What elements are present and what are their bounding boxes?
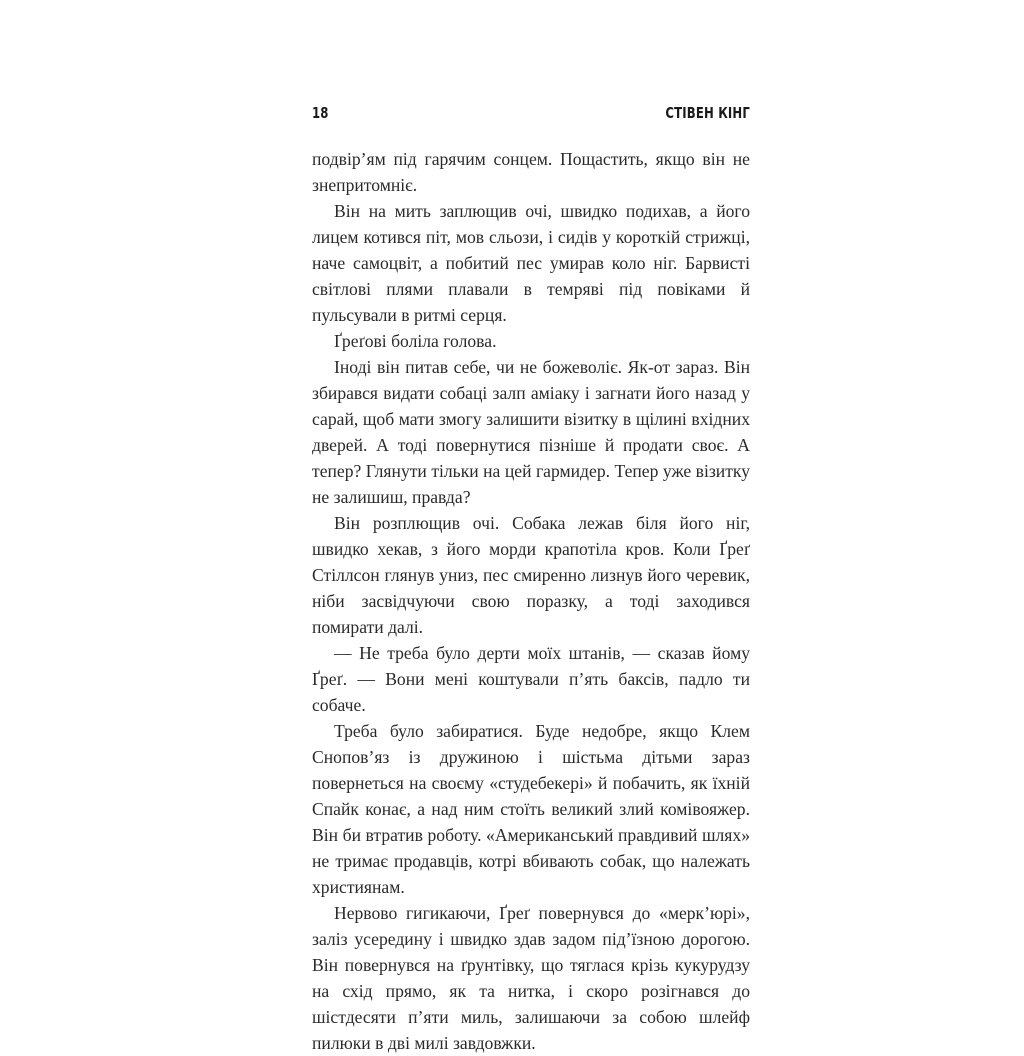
running-head <box>312 104 750 132</box>
paragraph: Треба було забиратися. Буде недобре, якщо Клем Снопов’яз із дружиною і шістьма дітьми зараз повернеться на своєму «студебекері» й побачить, як їхній Спайк конає, а над ним стоїть великий злий комівояжер. Він би втратив роботу. «Американський правдивий шлях» не тримає продавців, котрі вбивають собак, що належать християнам. <box>312 721 750 897</box>
body-text <box>312 146 750 1056</box>
paragraph: Ґреґові боліла голова. <box>334 331 497 351</box>
paragraph: подвір’ям під гарячим сонцем. Пощастить, якщо він не знепритомніє. <box>312 149 750 195</box>
running-title: СТІВЕН КІНГ <box>665 104 750 122</box>
paragraph: — Не треба було дерти моїх штанів, — сказав йому Ґреґ. — Вони мені коштували п’ять баксів, падло ти собаче. <box>312 643 750 715</box>
book-page <box>312 104 750 1056</box>
paragraph: Він розплющив очі. Собака лежав біля його ніг, швидко хекав, з його морди крапотіла кров. Коли Ґреґ Стіллсон глянув униз, пес смиренно лизнув його черевик, ніби засвідчуючи свою поразку, а тоді заходився помирати далі. <box>312 513 750 637</box>
paragraph: Нервово гигикаючи, Ґреґ повернувся до «мерк’юрі», заліз усередину і швидко здав задом під’їзною дорогою. Він повернувся на ґрунтівку, що тяглася крізь кукурудзу на схід прямо, як та нитка, і скоро розігнався до шістдесяти п’яти миль, залишаючи за собою шлейф пилюки в дві милі завдовжки. <box>312 903 750 1053</box>
page-number: 18 <box>312 104 329 122</box>
paragraph: Іноді він питав себе, чи не божеволіє. Як-от зараз. Він збирався видати собаці залп аміаку і загнати його назад у сарай, щоб мати змогу залишити візитку в щілині вхідних дверей. А тоді повернутися пізніше й продати своє. А тепер? Глянути тільки на цей гармидер. Тепер уже візитку не залишиш, правда? <box>312 357 750 507</box>
paragraph: Він на мить заплющив очі, швидко подихав, а його лицем котився піт, мов сльози, і сидів у короткій стрижці, наче самоцвіт, а побитий пес умирав коло ніг. Барвисті світлові плями плавали в темряві під повіками й пульсували в ритмі серця. <box>312 201 750 325</box>
